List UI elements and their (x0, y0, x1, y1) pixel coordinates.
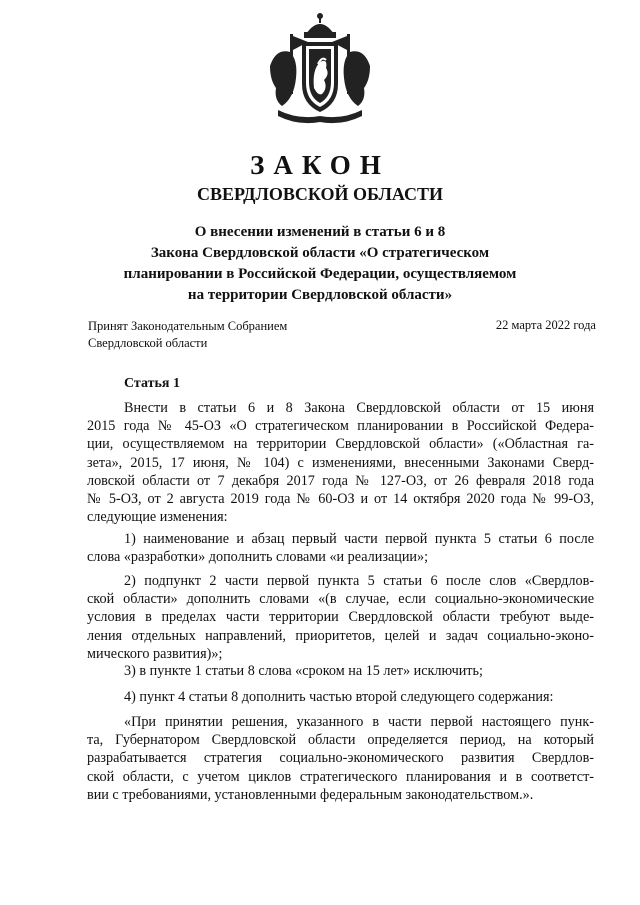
article-heading: Статья 1 (124, 376, 180, 391)
paragraph-line: «При принятии решения, указанного в части первой настоящего пунк- (124, 714, 594, 730)
paragraph-line: ской области, с учетом циклов стратегического планирования и в соответст- (87, 768, 594, 785)
paragraph-line: 2015 года № 45-ОЗ «О стратегическом планировании в Российской Федера- (87, 418, 594, 435)
paragraph-line: 2) подпункт 2 части первой пункта 5 статьи 6 после слов «Свердлов- (124, 573, 594, 589)
paragraph-line: вии с требованиями, установленными федеральным законодательством.». (87, 786, 534, 803)
article-paragraph (87, 688, 594, 706)
paragraph-line: ской области» дополнить словами «(в случае, если социально-экономические (87, 591, 594, 608)
adoption-note (88, 318, 287, 352)
paragraph-line: 3) в пункте 1 статьи 8 слова «сроком на 15 лет» исключить; (124, 663, 483, 679)
article-paragraph (87, 399, 594, 526)
law-subject (100, 222, 540, 306)
paragraph-line: зета», 2015, 17 июня, № 104) с изменениями, внесенными Законами Сверд- (87, 454, 594, 471)
law-subject-line: на территории Свердловской области» (187, 287, 453, 303)
coat-of-arms-emblem (268, 8, 372, 128)
law-title: ЗАКОН (250, 150, 390, 180)
article-paragraph (87, 662, 594, 680)
adoption-line: Принят Законодательным Собранием (88, 319, 288, 333)
article-paragraph (87, 530, 594, 566)
article-paragraph (87, 713, 594, 804)
law-subject-line: планировании в Российской Федерации, осуществляемом (123, 266, 517, 282)
adoption-date: 22 марта 2022 года (495, 318, 596, 332)
paragraph-line: следующие изменения: (87, 509, 228, 526)
paragraph-line: ления отдельных направлений, приоритетов, целей и задач социально-эконо- (87, 627, 594, 644)
law-subject-line: Закона Свердловской области «О стратегическом (150, 245, 490, 261)
paragraph-line: слова «разработки» дополнить словами «и реализации»; (87, 549, 429, 566)
article-paragraph (87, 572, 594, 663)
law-subject-line: О внесении изменений в статьи 6 и 8 (194, 224, 446, 240)
paragraph-line: ловской области от 7 декабря 2017 года № 127-ОЗ, от 26 февраля 2018 года (87, 472, 594, 489)
paragraph-line: Внести в статьи 6 и 8 Закона Свердловской области от 15 июня (124, 400, 594, 416)
region-title: СВЕРДЛОВСКОЙ ОБЛАСТИ (197, 184, 443, 204)
paragraph-line: 4) пункт 4 статьи 8 дополнить частью второй следующего содержания: (124, 689, 554, 705)
paragraph-line: условия в пределах части территории Свердловской области требуют выде- (87, 609, 594, 626)
paragraph-line: № 5-ОЗ, от 2 августа 2019 года № 60-ОЗ и от 14 октября 2020 года № 99-ОЗ, (87, 491, 594, 508)
paragraph-line: та, Губернатором Свердловской области определяется период, на который (87, 732, 594, 749)
adoption-line: Свердловской области (88, 336, 208, 350)
paragraph-line: 1) наименование и абзац первый части первой пункта 5 статьи 6 после (124, 531, 594, 547)
paragraph-line: разрабатывается стратегия социально-экономического развития Свердлов- (87, 750, 594, 767)
paragraph-line: мического развития)»; (87, 645, 223, 662)
paragraph-line: ции, осуществляемом на территории Свердловской области» («Областная га- (87, 436, 594, 453)
